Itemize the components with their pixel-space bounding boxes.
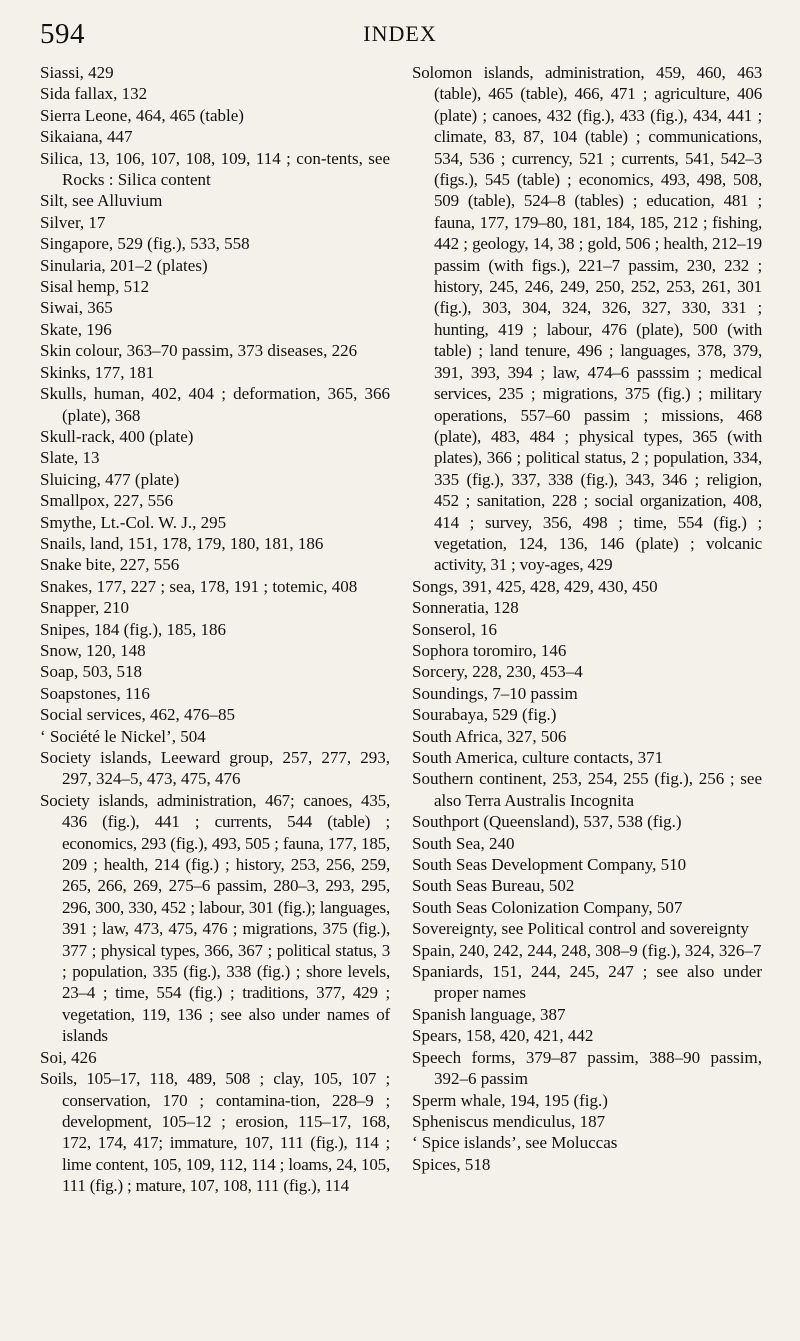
index-entry: Spices, 518 <box>412 1154 491 1174</box>
index-entry: Siassi, 429 <box>40 63 114 82</box>
index-entry: Sluicing, 477 (plate) <box>40 469 180 489</box>
index-entry: Snails, land, 151, 178, 179, 180, 181, 186 <box>40 533 324 553</box>
index-entry: Sisal hemp, 512 <box>40 277 150 297</box>
index-entry: Soundings, 7–10 passim <box>412 683 578 703</box>
index-entry: Spain, 240, 242, 244, 248, 308–9 (fig.), 324, 326–7 <box>412 940 762 960</box>
index-entry: Snake bite, 227, 556 <box>40 555 180 575</box>
index-entry: Sorcery, 228, 230, 453–4 <box>412 662 583 682</box>
index-entry: Skin colour, 363–70 passim, 373 diseases, 226 <box>40 341 358 361</box>
index-entry: Singapore, 529 (fig.), 533, 558 <box>40 234 250 254</box>
index-entry: Solomon islands, administration, 459, 460, 463 (table), 465 (table), 466, 471 ; agriculture, 406 (plate) ; canoes, 432 (fig.), 433 (fig.), 434, 441 ; climate, 83, 87, 104 (table) ; communications, 534, 536 ; currency, 521 ; currents, 541, 542–3 (figs.), 545 (table) ; economics, 493, 498, 508, 509 (table), 524–8 (tables) ; education, 481 ; fauna, 177, 179–80, 181, 184, 185, 212 ; fishing, 442 ; geology, 14, 38 ; gold, 506 ; health, 212–19 passim (with figs.), 221–7 passim, 230, 232 ; history, 245, 246, 249, 250, 252, 253, 261, 301 (fig.), 303, 304, 324, 326, 327, 330, 331 ; hunting, 419 ; labour, 476 (plate), 500 (with table) ; land tenure, 496 ; languages, 378, 379, 391, 393, 394 ; law, 474–6 passsim ; medical services, 235 ; migrations, 375 (fig.) ; military operations, 557–60 passim ; missions, 468 (plate), 483, 484 ; physical types, 365 (with plates), 366 ; political status, 2 ; population, 334, 335 (fig.), 337, 338 (fig.), 343, 346 ; religion, 452 ; sanitation, 228 ; social organization, 408, 414 ; survey, 356, 498 ; time, 554 (fig.) ; vegetation, 124, 136, 146 (plate) ; volcanic activity, 31 ; voy-ages, 429 <box>412 63 762 575</box>
index-entry: Sophora toromiro, 146 <box>412 640 567 660</box>
index-entry: Snipes, 184 (fig.), 185, 186 <box>40 619 227 639</box>
index-entry: Society islands, Leeward group, 257, 277, 293, 297, 324–5, 473, 475, 476 <box>40 748 390 789</box>
index-entry: Spears, 158, 420, 421, 442 <box>412 1026 594 1046</box>
index-entry: Speech forms, 379–87 passim, 388–90 passim, 392–6 passim <box>412 1047 762 1089</box>
index-entry: South Africa, 327, 506 <box>412 726 567 746</box>
index-entry: ‘ Société le Nickel’, 504 <box>40 726 206 746</box>
index-entry: Sinularia, 201–2 (plates) <box>40 255 208 275</box>
index-entry: South Sea, 240 <box>412 833 515 853</box>
index-entry: Spaniards, 151, 244, 245, 247 ; see also under proper names <box>412 962 762 1003</box>
index-entry: Smythe, Lt.-Col. W. J., 295 <box>40 512 227 532</box>
index-entry: Skulls, human, 402, 404 ; deformation, 365, 366 (plate), 368 <box>40 384 390 425</box>
index-entry: Siwai, 365 <box>40 298 113 318</box>
index-entry: Society islands, administration, 467; canoes, 435, 436 (fig.), 441 ; currents, 544 (table) ; economics, 293 (fig.), 493, 505 ; fauna, 177, 185, 209 ; health, 214 (fig.) ; history, 253, 256, 259, 265, 266, 269, 275–6 passim, 280–3, 293, 295, 296, 300, 330, 452 ; labour, 301 (fig.); languages, 391 ; law, 473, 475, 476 ; migrations, 375 (fig.), 377 ; physical types, 366, 367 ; political status, 3 ; population, 335 (fig.), 338 (fig.) ; shore levels, 23–4 ; time, 554 (fig.) ; traditions, 377, 429 ; vegetation, 119, 136 ; see also under names of islands <box>40 790 390 1046</box>
index-entry: South America, culture contacts, 371 <box>412 748 664 767</box>
index-entry: Silver, 17 <box>40 212 106 232</box>
index-entry: Sovereignty, see Political control and sovereignty <box>412 919 749 939</box>
index-entry: Sida fallax, 132 <box>40 84 148 104</box>
index-entry: Spheniscus mendiculus, 187 <box>412 1111 606 1131</box>
index-entry: Silt, see Alluvium <box>40 191 163 211</box>
index-entry: Skinks, 177, 181 <box>40 362 155 382</box>
index-entry: Skate, 196 <box>40 319 112 339</box>
index-entry: Sikaiana, 447 <box>40 127 133 147</box>
index-entry: South Seas Colonization Company, 507 <box>412 897 683 917</box>
page-title: INDEX <box>363 21 437 46</box>
index-entry: Southern continent, 253, 254, 255 (fig.), 256 ; see also Terra Australis Incognita <box>412 769 762 810</box>
index-entry: Smallpox, 227, 556 <box>40 491 174 511</box>
index-entry: Sperm whale, 194, 195 (fig.) <box>412 1090 608 1110</box>
index-entry: Spanish language, 387 <box>412 1004 566 1024</box>
index-entry: Soils, 105–17, 118, 489, 508 ; clay, 105, 107 ; conservation, 170 ; contamina-tion, 228–9 ; development, 105–12 ; erosion, 115–17, 168, 172, 174, 417; immature, 107, 111 (fig.), 114 ; lime content, 105, 109, 112, 114 ; loams, 24, 105, 111 (fig.) ; mature, 107, 108, 111 (fig.), 114 <box>40 1069 390 1196</box>
index-entry: Soi, 426 <box>40 1047 97 1067</box>
index-entry: Snow, 120, 148 <box>40 640 146 660</box>
index-entry: Soap, 503, 518 <box>40 662 142 682</box>
index-entry: Slate, 13 <box>40 448 100 468</box>
index-entry: Skull-rack, 400 (plate) <box>40 426 194 446</box>
index-entry: Sourabaya, 529 (fig.) <box>412 705 557 725</box>
page-number: 594 <box>40 18 85 50</box>
index-entry: Silica, 13, 106, 107, 108, 109, 114 ; con-tents, see Rocks : Silica content <box>40 148 390 190</box>
index-entry: South Seas Development Company, 510 <box>412 855 687 875</box>
index-entry: Sonneratia, 128 <box>412 598 519 618</box>
index-entry: South Seas Bureau, 502 <box>412 876 575 896</box>
index-entry: ‘ Spice islands’, see Moluccas <box>412 1133 618 1153</box>
index-entry: Sierra Leone, 464, 465 (table) <box>40 105 244 125</box>
index-entry: Snakes, 177, 227 ; sea, 178, 191 ; totemic, 408 <box>40 576 358 596</box>
index-entry: Sonserol, 16 <box>412 619 497 639</box>
index-entry: Soapstones, 116 <box>40 683 150 703</box>
right-column <box>412 62 762 1197</box>
left-column <box>40 62 390 1197</box>
index-entry: Snapper, 210 <box>40 598 130 618</box>
index-entry: Social services, 462, 476–85 <box>40 705 235 725</box>
index-columns <box>40 62 762 1197</box>
index-entry: Songs, 391, 425, 428, 429, 430, 450 <box>412 576 658 596</box>
index-entry: Southport (Queensland), 537, 538 (fig.) <box>412 812 682 832</box>
